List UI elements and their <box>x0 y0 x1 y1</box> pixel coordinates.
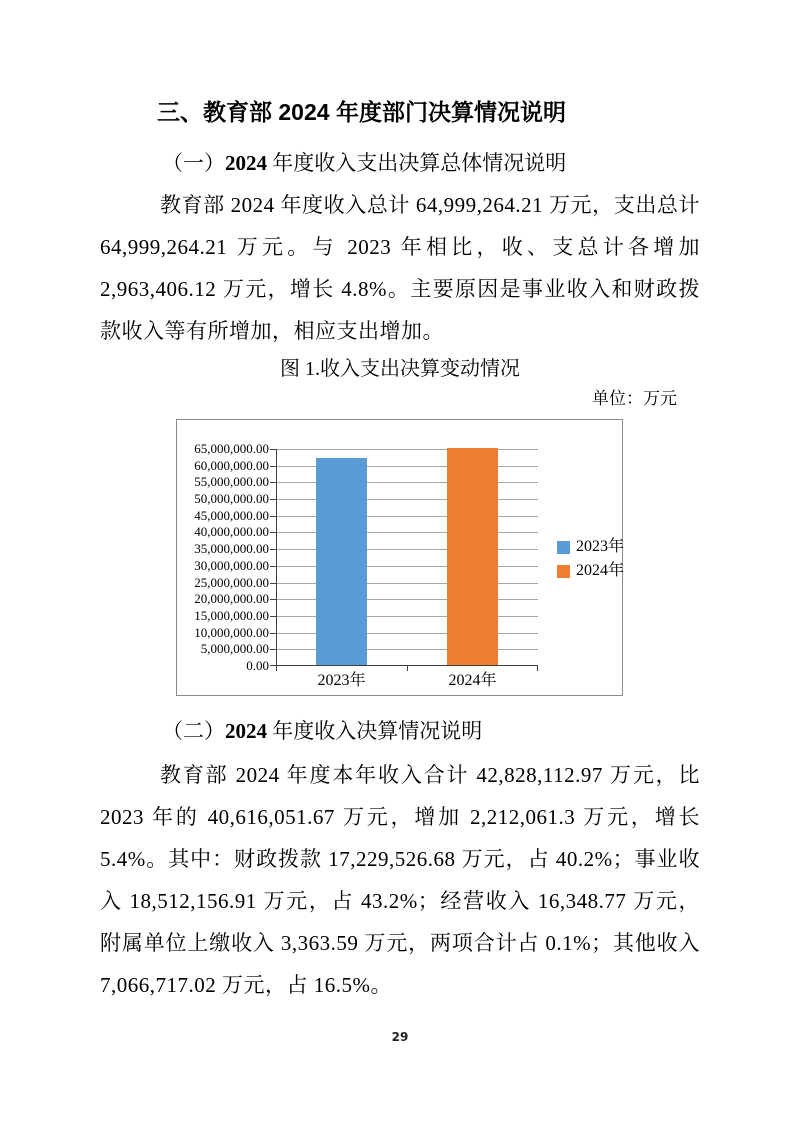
paragraph-1: 教育部 2024 年度收入总计 64,999,264.21 万元，支出总计 64,999,264.21 万元。与 2023 年相比，收、支总计各增加 2,963,406.12 万元，增长 4.8%。主要原因是事业收入和财政拨款收入等有所增加，相应支出增加。 <box>100 193 700 343</box>
y-axis-label: 45,000,000.00 <box>194 508 269 523</box>
section-2-heading <box>100 716 700 746</box>
paragraph-2: 教育部 2024 年度本年收入合计 42,828,112.97 万元，比 2023 年的 40,616,051.67 万元，增加 2,212,061.3 万元，增长 5.4%。其中：财政拨款 17,229,526.68 万元，占 40.2%；事业收入 18,512,156.91 万元，占 43.2%；经营收入 16,348.77 万元，附属单位上缴收入 3,363.59 万元，两项合计占 0.1%；其他收入 7,066,717.02 万元，占 16.5%。 <box>100 763 700 997</box>
section-2-heading-prefix: （二） <box>162 719 225 743</box>
y-axis-label: 0.00 <box>246 658 269 673</box>
x-axis-tick <box>407 666 408 671</box>
y-axis-label: 35,000,000.00 <box>194 541 269 556</box>
y-axis-label: 55,000,000.00 <box>194 474 269 489</box>
y-axis-label: 10,000,000.00 <box>194 625 269 640</box>
y-axis-label: 25,000,000.00 <box>194 575 269 590</box>
chart-bar-2024年 <box>447 448 498 665</box>
legend-swatch-icon <box>557 565 570 578</box>
x-axis-tick <box>537 666 538 671</box>
x-axis-tick <box>276 666 277 671</box>
legend-label: 2023年 <box>576 538 625 555</box>
section-1-heading <box>100 148 700 178</box>
y-axis-label: 20,000,000.00 <box>194 591 269 606</box>
section-2-heading-number: 2024 <box>225 719 267 743</box>
section-1-heading-prefix: （一） <box>162 151 225 175</box>
page-number: 29 <box>391 1030 409 1044</box>
y-axis-line <box>276 449 277 666</box>
y-axis-label: 30,000,000.00 <box>194 558 269 573</box>
y-axis-label: 15,000,000.00 <box>194 608 269 623</box>
x-axis-label: 2024年 <box>448 672 497 689</box>
section-1-heading-text: 年度收入支出决算总体情况说明 <box>267 151 567 175</box>
y-axis-label: 65,000,000.00 <box>194 441 269 456</box>
bar-chart <box>176 419 623 696</box>
figure-unit-label: 单位：万元 <box>592 389 677 408</box>
legend-swatch-icon <box>557 541 570 554</box>
chart-bar-2023年 <box>316 458 367 665</box>
document-title: 三、教育部 2024 年度部门决算情况说明 <box>157 99 566 125</box>
legend-label: 2024年 <box>576 562 625 579</box>
legend-item <box>557 535 624 559</box>
chart-legend <box>557 535 624 583</box>
y-axis-label: 5,000,000.00 <box>200 641 269 656</box>
legend-item <box>557 559 624 583</box>
y-axis-label: 50,000,000.00 <box>194 491 269 506</box>
y-gridline <box>276 449 538 450</box>
x-axis-line <box>276 665 538 666</box>
chart-plot-area <box>194 441 538 689</box>
section-1-heading-number: 2024 <box>225 151 267 175</box>
y-axis-label: 40,000,000.00 <box>194 524 269 539</box>
y-axis-label: 60,000,000.00 <box>194 458 269 473</box>
x-axis-label: 2023年 <box>317 672 366 689</box>
figure-caption: 图 1.收入支出决算变动情况 <box>280 358 520 380</box>
section-2-heading-text: 年度收入决算情况说明 <box>267 719 483 743</box>
